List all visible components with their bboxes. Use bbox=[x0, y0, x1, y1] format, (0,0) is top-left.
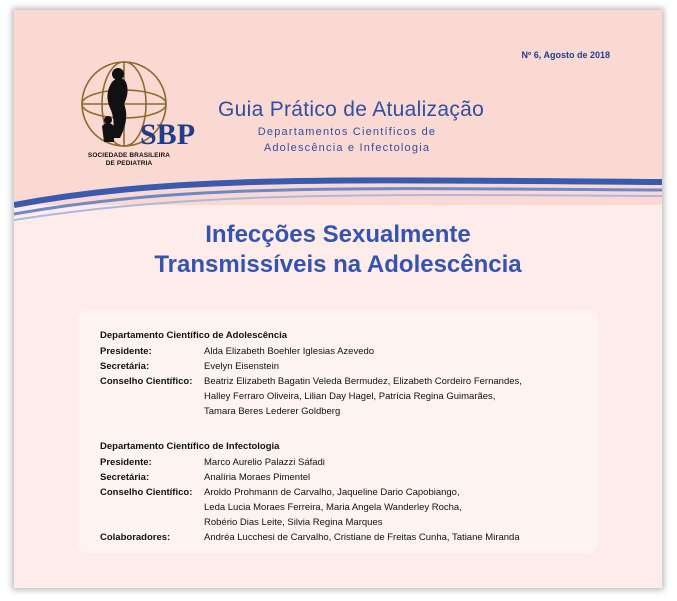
credit-name-line: Halley Ferraro Oliveira, Lilian Day Hagel, Patrícia Regina Guimarães, bbox=[204, 391, 496, 402]
credit-names bbox=[204, 455, 574, 470]
credit-role-label: Presidente: bbox=[100, 457, 152, 468]
credit-name-line: Andréa Lucchesi de Carvalho, Cristiane de Freitas Cunha, Tatiane Miranda bbox=[204, 532, 520, 543]
credit-name-line: Beatriz Elizabeth Bagatin Veleda Bermudez, Elizabeth Cordeiro Fernandes, bbox=[204, 376, 522, 387]
credit-name-line: Robério Dias Leite, Silvia Regina Marques bbox=[204, 517, 383, 528]
credit-name-line: Alda Elizabeth Boehler Iglesias Azevedo bbox=[204, 346, 375, 357]
credit-name-line: Marco Aurelio Palazzi Sáfadi bbox=[204, 457, 325, 468]
departments-line2: Adolescência e Infectologia bbox=[263, 142, 431, 154]
credit-names bbox=[204, 485, 574, 530]
credit-name-line: Tamara Beres Lederer Goldberg bbox=[204, 406, 341, 417]
logo-text: SBP bbox=[140, 118, 196, 151]
credit-name-line: Evelyn Eisenstein bbox=[204, 361, 279, 372]
title-line1: Infecções Sexualmente bbox=[205, 221, 471, 248]
credit-role-label: Secretária: bbox=[100, 472, 150, 483]
credit-row bbox=[100, 344, 574, 359]
credits-section bbox=[100, 328, 574, 419]
guide-title: Guia Prático de Atualização bbox=[218, 98, 485, 121]
logo-caption-line2: DE PEDIATRIA bbox=[105, 160, 153, 167]
credit-name-line: Analíria Moraes Pimentel bbox=[204, 472, 311, 483]
credit-names bbox=[204, 344, 574, 359]
credits-section bbox=[100, 439, 574, 545]
credit-row bbox=[100, 470, 574, 485]
credit-role-label: Conselho Científico: bbox=[100, 487, 193, 498]
document-page bbox=[14, 10, 662, 588]
credit-row bbox=[100, 359, 574, 374]
section-heading: Departamento Científico de Infectologia bbox=[100, 441, 280, 452]
credit-row bbox=[100, 455, 574, 470]
logo-caption-line1: SOCIEDADE BRASILEIRA bbox=[87, 152, 171, 159]
credit-names bbox=[204, 374, 574, 419]
credit-role-label: Secretária: bbox=[100, 361, 150, 372]
credit-row bbox=[100, 374, 574, 419]
section-heading: Departamento Científico de Adolescência bbox=[100, 330, 288, 341]
title-line2: Transmissíveis na Adolescência bbox=[154, 251, 522, 278]
credit-role-label: Colaboradores: bbox=[100, 532, 171, 543]
logo-caption bbox=[74, 152, 184, 168]
credit-name-line: Leda Lucia Moraes Ferreira, Maria Angela Wanderley Rocha, bbox=[204, 502, 462, 513]
credit-role-label: Conselho Científico: bbox=[100, 376, 193, 387]
credit-row bbox=[100, 530, 574, 545]
credit-row bbox=[100, 485, 574, 530]
issue-number: Nº 6, Agosto de 2018 bbox=[521, 50, 610, 60]
credit-names bbox=[204, 359, 574, 374]
credit-names bbox=[204, 530, 574, 545]
credit-role-label: Presidente: bbox=[100, 346, 152, 357]
departments-line1: Departamentos Científicos de bbox=[257, 126, 437, 138]
document-title bbox=[14, 220, 662, 280]
credit-name-line: Aroldo Prohmann de Carvalho, Jaqueline Dario Capobiango, bbox=[204, 487, 460, 498]
credit-names bbox=[204, 470, 574, 485]
